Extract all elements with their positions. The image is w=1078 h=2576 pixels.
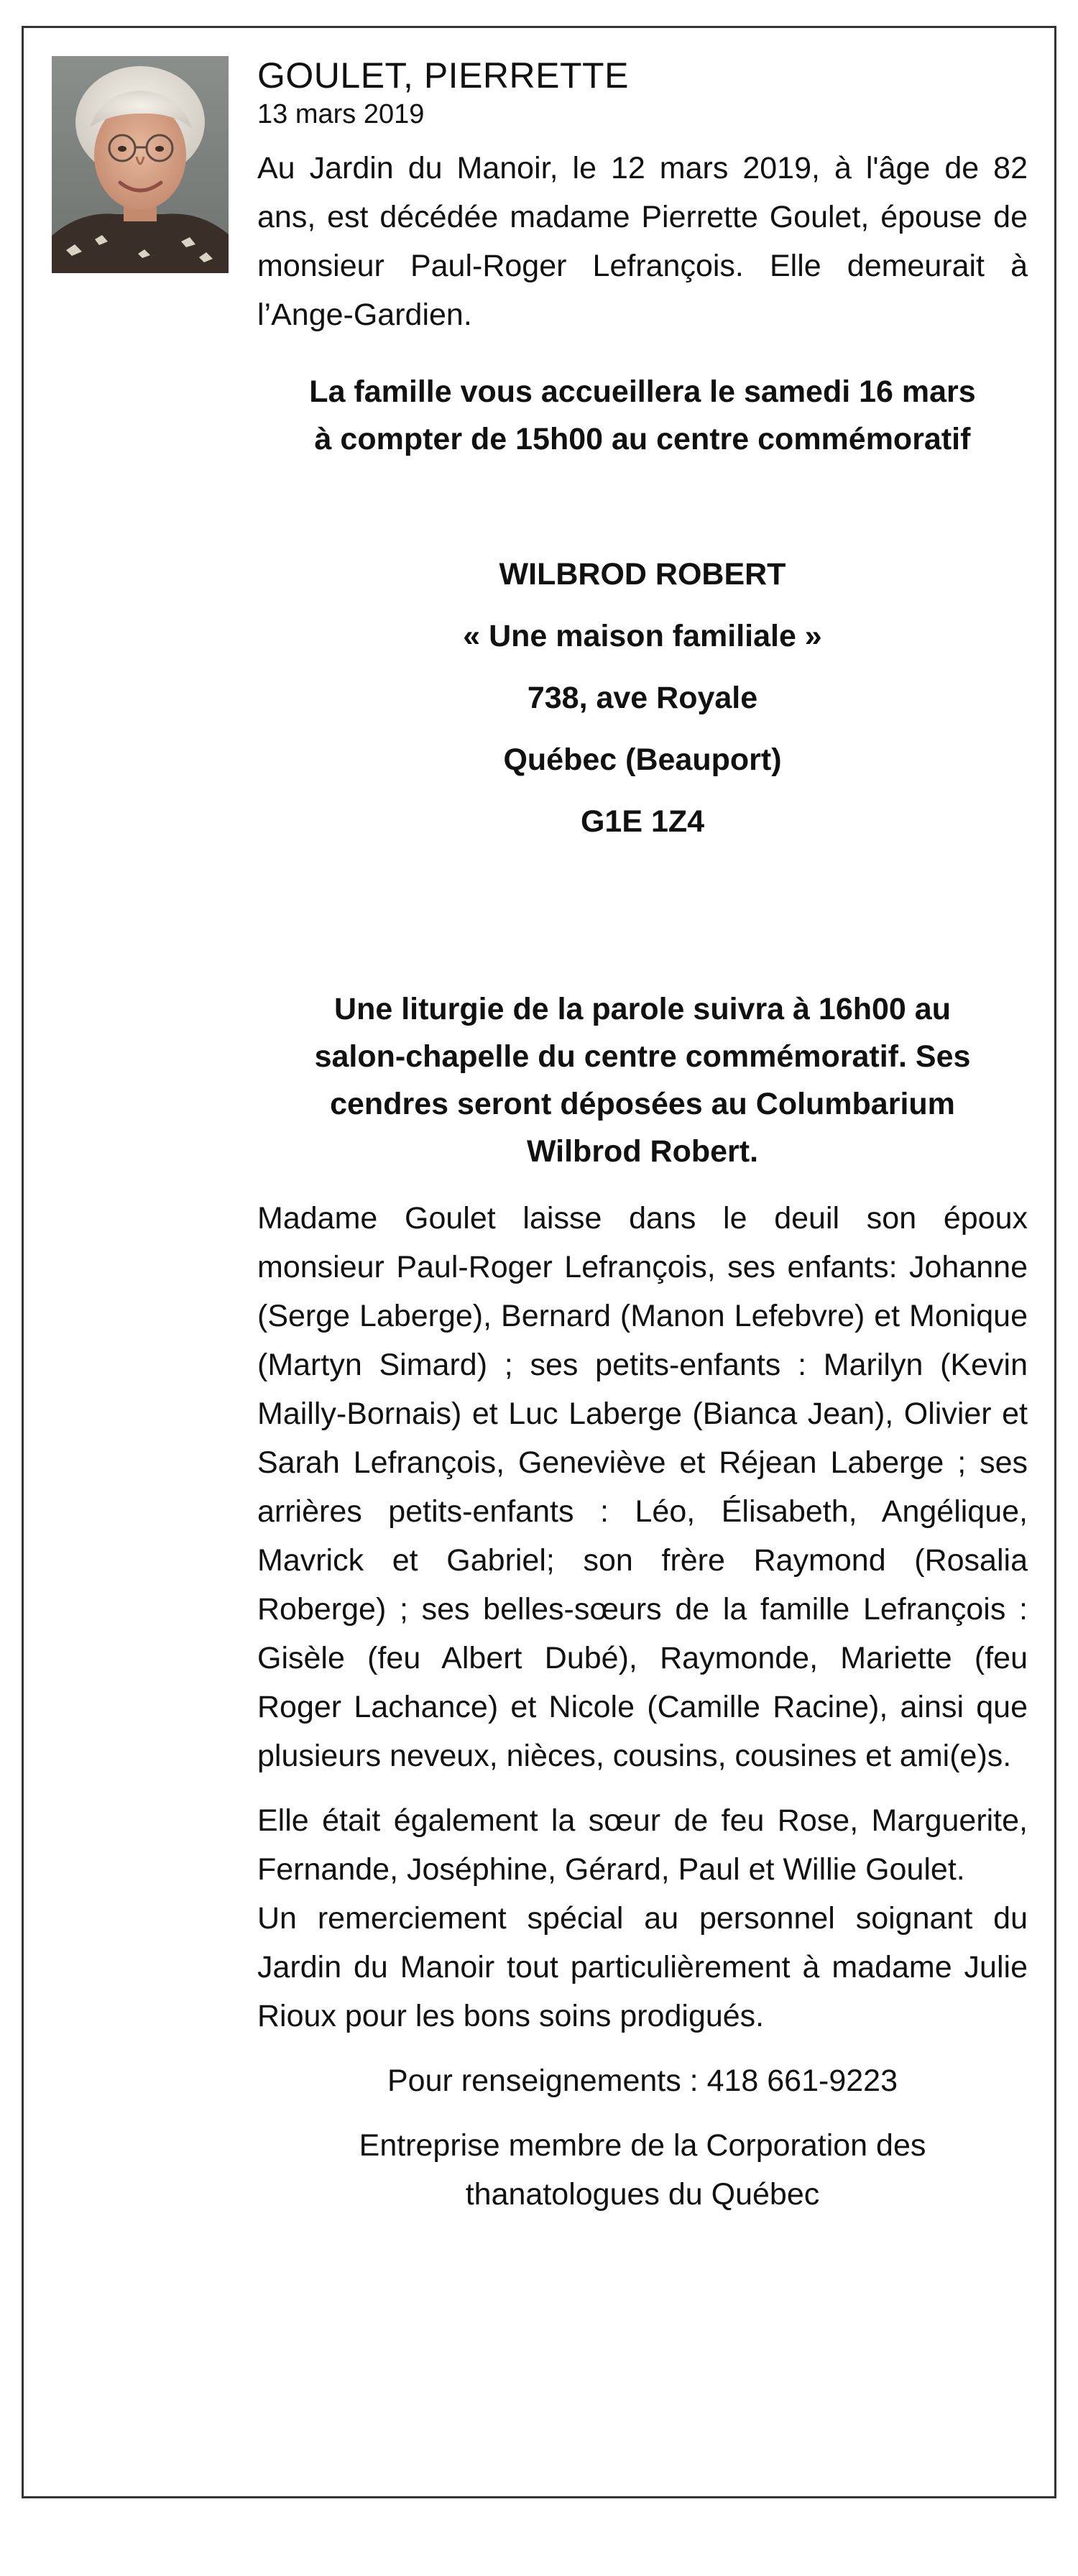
thanks-paragraph: Un remerciement spécial au personnel soignant du Jardin du Manoir tout particulièrement à madame Julie Rioux pour les bons soins prodigués.	[257, 1901, 1028, 2033]
predeceased-paragraph: Elle était également la sœur de feu Rose, Marguerite, Fernande, Joséphine, Gérard, Paul et Willie Goulet.	[257, 1803, 1028, 1887]
liturgy-line-3: cendres seront déposées au Columbarium	[330, 1087, 955, 1121]
funeral-home-city: Québec (Beauport)	[503, 742, 782, 777]
funeral-home-name: WILBROD ROBERT	[499, 557, 786, 592]
portrait-photo	[52, 56, 229, 273]
deceased-name: GOULET, PIERRETTE	[257, 55, 629, 96]
publication-date: 13 mars 2019	[257, 99, 425, 129]
intro-paragraph: Au Jardin du Manoir, le 12 mars 2019, à l'âge de 82 ans, est décédée madame Pierrette Goulet, épouse de monsieur Paul-Roger Lefrançois. Elle demeurait à l’Ange-Gardien.	[257, 151, 1028, 332]
funeral-home-block	[257, 543, 1028, 852]
membership-line-2: thanatologues du Québec	[465, 2177, 820, 2212]
funeral-home-address: 738, ave Royale	[527, 681, 758, 715]
liturgy-line-1: Une liturgie de la parole suivra à 16h00 au	[334, 992, 951, 1026]
survivors-paragraph: Madame Goulet laisse dans le deuil son époux monsieur Paul-Roger Lefrançois, ses enfants: Johanne (Serge Laberge), Bernard (Manon Lefebvre) et Monique (Martyn Simard) ; ses petits-enfants : Marilyn (Kevin Mailly-Bornais) et Luc Laberge (Bianca Jean), Olivier et Sarah Lefrançois, Geneviève et Réjean Laberge ; ses arrières petits-enfants : Léo, Élisabeth, Angélique, Mavrick et Gabriel; son frère Raymond (Rosalia Roberge) ; ses belles-sœurs de la famille Lefrançois : Gisèle (feu Albert Dubé), Raymonde, Mariette (feu Roger Lachance) et Nicole (Camille Racine), ainsi que plusieurs neveux, nièces, cousins, cousines et ami(e)s.	[257, 1201, 1028, 1773]
visitation-line-1: La famille vous accueillera le samedi 16 mars	[309, 374, 976, 409]
liturgy-block	[257, 985, 1028, 1175]
membership-line-1: Entreprise membre de la Corporation des	[359, 2128, 926, 2163]
visitation-line-2: à compter de 15h00 au centre commémoratif	[314, 422, 971, 456]
contact-info: Pour renseignements : 418 661-9223	[387, 2064, 898, 2098]
liturgy-line-4: Wilbrod Robert.	[526, 1134, 759, 1169]
notice-content	[257, 53, 1028, 2219]
funeral-home-slogan: « Une maison familiale »	[463, 619, 822, 653]
funeral-home-postal-code: G1E 1Z4	[580, 804, 705, 839]
liturgy-line-2: salon-chapelle du centre commémoratif. Ses	[314, 1039, 971, 1074]
